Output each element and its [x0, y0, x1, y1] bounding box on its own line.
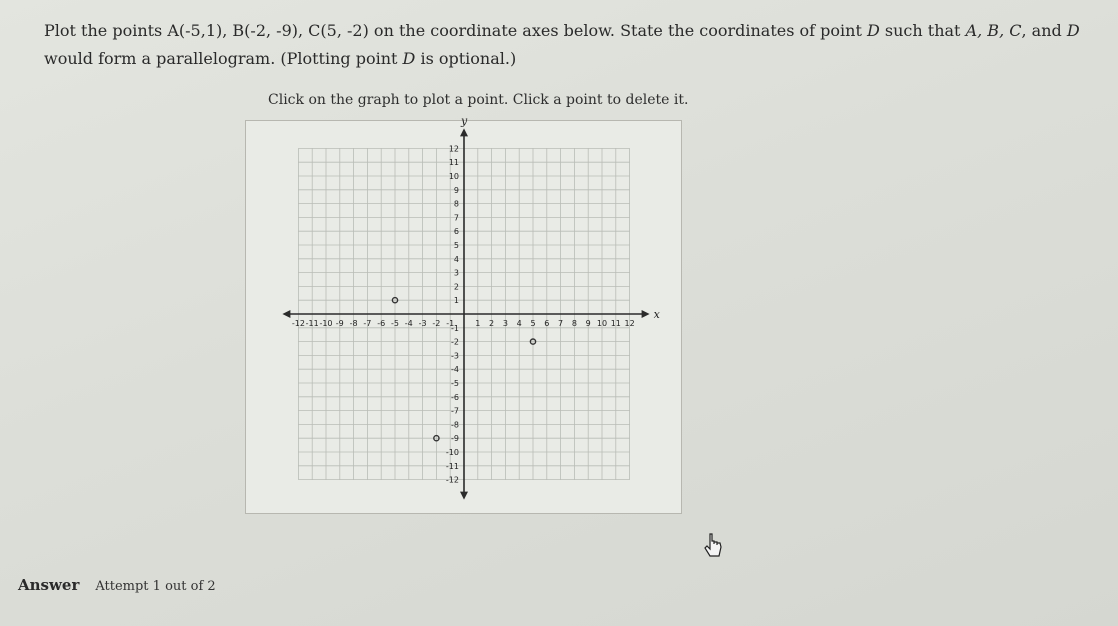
- y-axis-label: y: [461, 114, 468, 128]
- y-tick-label: 10: [448, 172, 459, 181]
- point-b-label: B(-2, -9): [232, 21, 298, 40]
- vars-list: A, B, C: [965, 21, 1022, 40]
- y-tick-label: 7: [453, 213, 459, 223]
- answer-row: [18, 576, 216, 594]
- y-tick-label: 1: [453, 296, 459, 306]
- y-tick-label: 9: [453, 185, 459, 195]
- x-tick-label: 7: [558, 319, 564, 328]
- y-tick-label: -10: [445, 448, 459, 457]
- graph-instruction: Click on the graph to plot a point. Click a point to delete it.: [268, 92, 689, 108]
- question-prefix: Plot the points: [44, 21, 168, 40]
- x-tick-label: -1: [446, 319, 455, 328]
- x-tick-label: -6: [377, 319, 386, 328]
- var-d: D: [867, 21, 880, 40]
- y-tick-label: -7: [451, 406, 459, 416]
- x-tick-label: 10: [596, 319, 608, 328]
- mouse-cursor-icon: [702, 532, 724, 566]
- x-tick-label: -5: [391, 319, 399, 328]
- var-d-3: D: [402, 49, 416, 68]
- var-d-2: D: [1066, 21, 1080, 40]
- attempt-counter: Attempt 1 out of 2: [95, 579, 216, 594]
- x-tick-label: -2: [432, 319, 441, 328]
- question-middle: on the coordinate axes below. State the coordinates of point: [368, 21, 867, 40]
- y-tick-label: -1: [451, 323, 459, 333]
- x-tick-label: 11: [610, 319, 621, 328]
- y-tick-label: -11: [445, 461, 459, 471]
- question-end2: is optional.): [415, 49, 517, 68]
- question-middle3: , and: [1021, 21, 1067, 40]
- y-tick-label: 8: [453, 199, 459, 209]
- x-tick-label: 5: [530, 319, 536, 328]
- y-tick-label: -4: [451, 365, 459, 375]
- x-tick-label: 8: [571, 319, 577, 328]
- x-tick-label: 1: [475, 319, 481, 328]
- y-tick-label: 3: [453, 268, 459, 278]
- question-text: Plot the points A(-5,1), B(-2, -9), C(5, -2) on the coordinate axes below. State the coordinates of point D such that A, B, C, and D would form a parallelogram. (Plotting point D is optional.): [44, 21, 1080, 68]
- point-a-label: A(-5,1): [167, 21, 223, 40]
- y-tick-label: -2: [451, 337, 459, 347]
- x-tick-label: 3: [502, 319, 508, 328]
- y-tick-label: -8: [451, 420, 459, 430]
- answer-label: Answer: [18, 576, 80, 594]
- point-c-label: C(5, -2): [308, 21, 369, 40]
- y-tick-label: -9: [451, 434, 459, 444]
- x-tick-label: -12: [291, 319, 305, 328]
- x-axis-arrow-right: [642, 310, 650, 318]
- y-tick-label: 2: [453, 282, 459, 292]
- y-axis-arrow-down: [460, 492, 468, 500]
- x-tick-label: -4: [404, 319, 413, 328]
- x-tick-label: 2: [489, 319, 495, 328]
- y-tick-label: -6: [451, 392, 459, 402]
- x-tick-label: -8: [349, 319, 358, 328]
- x-axis-label: x: [653, 308, 660, 321]
- y-tick-label: -5: [451, 379, 459, 388]
- question-end: would form a parallelogram. (Plotting point: [44, 49, 403, 68]
- coordinate-graph[interactable]: [245, 114, 682, 514]
- question-middle2: such that: [879, 21, 966, 40]
- y-tick-label: 11: [448, 158, 459, 168]
- y-tick-label: -12: [445, 475, 459, 485]
- x-tick-label: -10: [319, 319, 333, 328]
- x-tick-label: 4: [516, 319, 522, 328]
- y-tick-label: -3: [451, 351, 459, 361]
- x-tick-label: -7: [363, 319, 372, 328]
- y-tick-label: 6: [453, 227, 459, 237]
- x-tick-label: 9: [585, 319, 591, 328]
- x-tick-label: -9: [335, 319, 344, 328]
- x-tick-label: 12: [624, 319, 635, 328]
- coordinate-plane[interactable]: [246, 114, 681, 513]
- y-axis-arrow-up: [460, 128, 468, 136]
- y-tick-label: 5: [453, 241, 459, 250]
- x-tick-label: -3: [418, 319, 427, 328]
- x-tick-label: 6: [544, 319, 550, 328]
- x-axis-arrow-left: [282, 310, 290, 318]
- y-tick-label: 4: [453, 254, 459, 264]
- y-tick-label: 12: [448, 144, 459, 154]
- x-tick-label: -11: [305, 319, 319, 328]
